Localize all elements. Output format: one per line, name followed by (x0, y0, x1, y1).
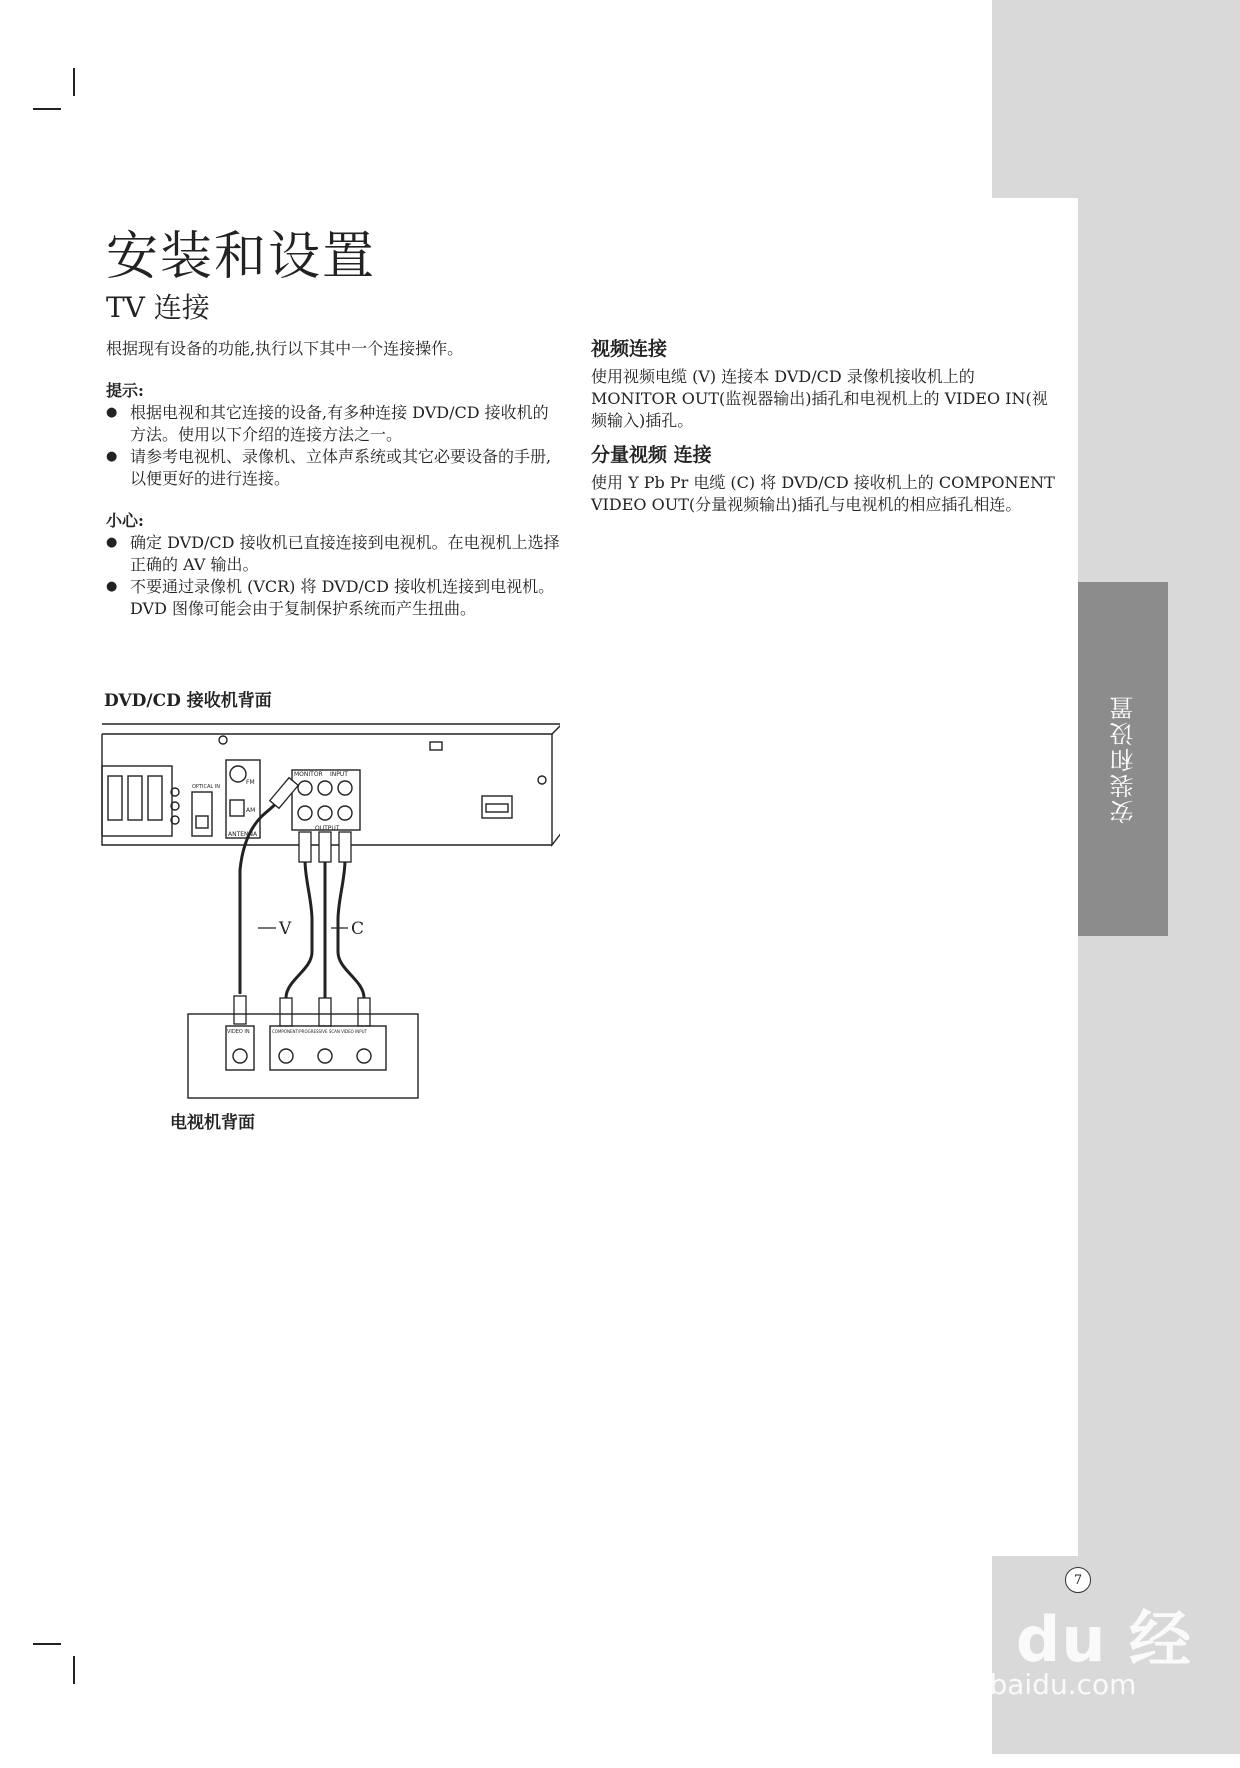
crop-mark-top-v (73, 68, 75, 96)
output-label: OUTPUT (315, 825, 340, 832)
caution-item: ● 确定 DVD/CD 接收机已直接连接到电视机。在电视机上选择正确的 AV 输出。 (106, 532, 560, 576)
crop-mark-bottom-h (33, 1643, 61, 1645)
monitor-label: MONITOR (294, 771, 323, 778)
caution-list (106, 532, 560, 620)
left-column (106, 338, 560, 620)
tv-video-in-label: VIDEO IN (227, 1029, 250, 1035)
component-text: 使用 Y Pb Pr 电缆 (C) 将 DVD/CD 接收机上的 COMPONENT VIDEO OUT(分量视频输出)插孔与电视机的相应插孔相连。 (591, 473, 1055, 514)
page-number: 7 (1065, 1567, 1091, 1593)
connection-diagram (100, 720, 560, 1110)
tips-list (106, 402, 560, 490)
crop-mark-top-h (33, 108, 61, 110)
cable-c-label: C (351, 919, 365, 939)
receiver-chassis (102, 724, 560, 734)
fm-label: FM (246, 779, 255, 786)
cable-v-label: V (279, 919, 292, 939)
tv-caption: 电视机背面 (170, 1113, 255, 1133)
intro-text: 根据现有设备的功能,执行以下其中一个连接操作。 (106, 339, 464, 358)
video-heading: 视频连接 (591, 338, 668, 360)
watermark-logo: Bai du 经验 (880, 1603, 1193, 1765)
video-cable (240, 786, 294, 994)
receiver-caption: DVD/CD 接收机背面 (104, 691, 272, 711)
page-subtitle: TV 连接 (106, 291, 210, 324)
optical-label: OPTICAL IN (192, 784, 220, 790)
am-label: AM (246, 807, 256, 814)
optical-in (192, 792, 212, 836)
page-title: 安装和设置 (106, 227, 377, 287)
video-text: 使用视频电缆 (V) 连接本 DVD/CD 录像机接收机上的 MONITOR OUT(监视器输出)插孔和电视机上的 VIDEO IN(视频输入)插孔。 (591, 367, 1048, 430)
input-label: INPUT (330, 771, 348, 778)
tip-item: ● 根据电视和其它连接的设备,有多种连接 DVD/CD 接收机的方法。使用以下介绍的连接方法之一。 (106, 402, 560, 446)
caution-heading: 小心: (106, 511, 144, 530)
av-panel (292, 770, 360, 830)
tip-item: ● 请参考电视机、录像机、立体声系统或其它必要设备的手册,以便更好的进行连接。 (106, 446, 560, 490)
tv-component-label: COMPONENT/PROGRESSIVE SCAN VIDEO INPUT (272, 1029, 368, 1034)
tips-heading: 提示: (106, 381, 144, 400)
caution-item: ● 不要通过录像机 (VCR) 将 DVD/CD 接收机连接到电视机。DVD 图像可能会由于复制保护系统而产生扭曲。 (106, 576, 560, 620)
right-column (591, 338, 1061, 516)
watermark-url: jingyan.baidu.com (878, 1668, 1137, 1701)
crop-mark-bottom-v (73, 1656, 75, 1684)
component-heading: 分量视频 连接 (591, 444, 712, 466)
side-tab-label: 安装和设置 (1109, 694, 1138, 824)
antenna-label: ANTENNA (228, 831, 258, 838)
